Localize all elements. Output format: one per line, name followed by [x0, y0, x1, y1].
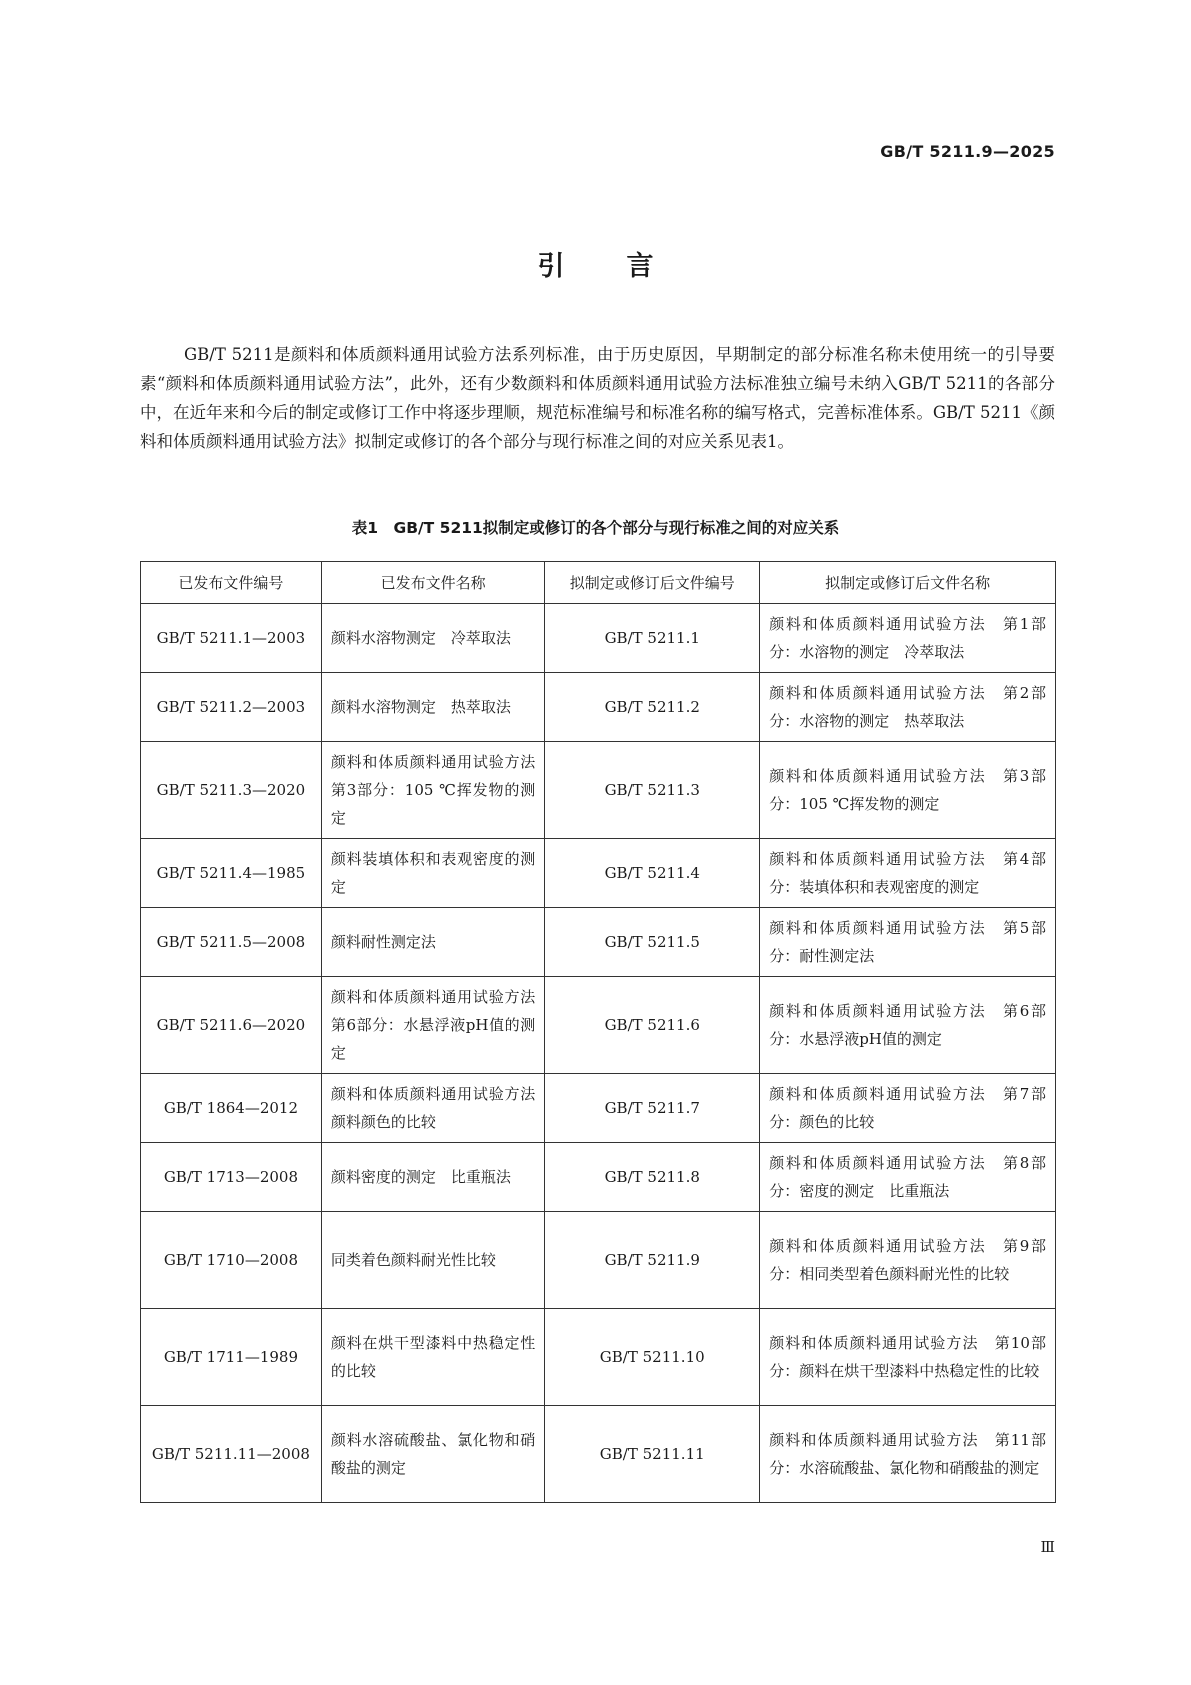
cell-published-name: 颜料和体质颜料通用试验方法 颜料颜色的比较 [321, 1074, 544, 1143]
cell-planned-name: 颜料和体质颜料通用试验方法 第6部分：水悬浮液pH值的测定 [760, 977, 1056, 1074]
table-header-row [141, 562, 1056, 604]
cell-published-code: GB/T 1713—2008 [141, 1143, 322, 1212]
cell-planned-code: GB/T 5211.8 [545, 1143, 760, 1212]
cell-published-name: 颜料水溶硫酸盐、氯化物和硝酸盐的测定 [321, 1406, 544, 1503]
cell-planned-code: GB/T 5211.5 [545, 908, 760, 977]
table-row [141, 673, 1056, 742]
table-row [141, 839, 1056, 908]
header-planned-code: 拟制定或修订后文件编号 [545, 562, 760, 604]
cell-published-code: GB/T 5211.6—2020 [141, 977, 322, 1074]
page-number: Ⅲ [1040, 1538, 1055, 1556]
cell-published-name: 颜料装填体积和表观密度的测定 [321, 839, 544, 908]
cell-planned-code: GB/T 5211.7 [545, 1074, 760, 1143]
cell-published-name: 颜料水溶物测定 热萃取法 [321, 673, 544, 742]
cell-planned-name: 颜料和体质颜料通用试验方法 第2部分：水溶物的测定 热萃取法 [760, 673, 1056, 742]
cell-published-name: 颜料和体质颜料通用试验方法 第3部分：105 ℃挥发物的测定 [321, 742, 544, 839]
cell-published-name: 同类着色颜料耐光性比较 [321, 1212, 544, 1309]
cell-planned-code: GB/T 5211.3 [545, 742, 760, 839]
cell-published-code: GB/T 5211.3—2020 [141, 742, 322, 839]
cell-published-code: GB/T 5211.11—2008 [141, 1406, 322, 1503]
section-title: 引言 [537, 251, 716, 282]
cell-planned-name: 颜料和体质颜料通用试验方法 第1部分：水溶物的测定 冷萃取法 [760, 604, 1056, 673]
intro-paragraph: GB/T 5211是颜料和体质颜料通用试验方法系列标准，由于历史原因，早期制定的部分标准名称未使用统一的引导要素“颜料和体质颜料通用试验方法”，此外，还有少数颜料和体质颜料通用试验方法标准独立编号未纳入GB/T 5211的各部分中，在近年来和今后的制定或修订工作中将逐步理顺，规范标准编号和标准名称的编写格式，完善标准体系。GB/T 5211《颜料和体质颜料通用试验方法》拟制定或修订的各个部分与现行标准之间的对应关系见表1。 [140, 345, 1055, 451]
standard-code: GB/T 5211.9—2025 [880, 142, 1055, 161]
cell-planned-code: GB/T 5211.6 [545, 977, 760, 1074]
cell-published-code: GB/T 1711—1989 [141, 1309, 322, 1406]
cell-published-code: GB/T 1710—2008 [141, 1212, 322, 1309]
table-row [141, 1074, 1056, 1143]
cell-planned-name: 颜料和体质颜料通用试验方法 第5部分：耐性测定法 [760, 908, 1056, 977]
cell-published-name: 颜料水溶物测定 冷萃取法 [321, 604, 544, 673]
cell-published-code: GB/T 5211.4—1985 [141, 839, 322, 908]
cell-planned-code: GB/T 5211.2 [545, 673, 760, 742]
cell-planned-code: GB/T 5211.4 [545, 839, 760, 908]
table-row [141, 742, 1056, 839]
header-planned-name: 拟制定或修订后文件名称 [760, 562, 1056, 604]
cell-planned-name: 颜料和体质颜料通用试验方法 第7部分：颜色的比较 [760, 1074, 1056, 1143]
cell-planned-name: 颜料和体质颜料通用试验方法 第9部分：相同类型着色颜料耐光性的比较 [760, 1212, 1056, 1309]
cell-published-name: 颜料耐性测定法 [321, 908, 544, 977]
cell-planned-code: GB/T 5211.10 [545, 1309, 760, 1406]
cell-published-code: GB/T 1864—2012 [141, 1074, 322, 1143]
table-row [141, 1212, 1056, 1309]
table-row [141, 604, 1056, 673]
table-row [141, 1406, 1056, 1503]
cell-planned-code: GB/T 5211.1 [545, 604, 760, 673]
header-published-name: 已发布文件名称 [321, 562, 544, 604]
table-row [141, 1309, 1056, 1406]
cell-planned-code: GB/T 5211.9 [545, 1212, 760, 1309]
cell-published-code: GB/T 5211.1—2003 [141, 604, 322, 673]
header-published-code: 已发布文件编号 [141, 562, 322, 604]
table-caption: 表1 GB/T 5211拟制定或修订的各个部分与现行标准之间的对应关系 [351, 519, 840, 537]
cell-published-name: 颜料和体质颜料通用试验方法 第6部分：水悬浮液pH值的测定 [321, 977, 544, 1074]
cell-planned-name: 颜料和体质颜料通用试验方法 第3部分：105 ℃挥发物的测定 [760, 742, 1056, 839]
cell-published-code: GB/T 5211.5—2008 [141, 908, 322, 977]
table-row [141, 908, 1056, 977]
cell-published-name: 颜料在烘干型漆料中热稳定性的比较 [321, 1309, 544, 1406]
cell-planned-code: GB/T 5211.11 [545, 1406, 760, 1503]
cell-planned-name: 颜料和体质颜料通用试验方法 第10部分：颜料在烘干型漆料中热稳定性的比较 [760, 1309, 1056, 1406]
cell-published-code: GB/T 5211.2—2003 [141, 673, 322, 742]
cell-planned-name: 颜料和体质颜料通用试验方法 第11部分：水溶硫酸盐、氯化物和硝酸盐的测定 [760, 1406, 1056, 1503]
cell-published-name: 颜料密度的测定 比重瓶法 [321, 1143, 544, 1212]
table-row [141, 1143, 1056, 1212]
cell-planned-name: 颜料和体质颜料通用试验方法 第8部分：密度的测定 比重瓶法 [760, 1143, 1056, 1212]
cell-planned-name: 颜料和体质颜料通用试验方法 第4部分：装填体积和表观密度的测定 [760, 839, 1056, 908]
table-row [141, 977, 1056, 1074]
correspondence-table [140, 561, 1056, 1503]
